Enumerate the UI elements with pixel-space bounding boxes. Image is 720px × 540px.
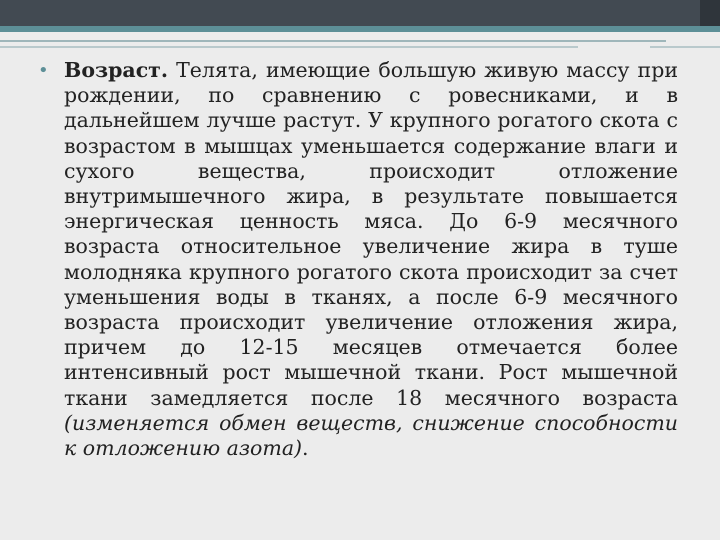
- decorative-rule: [650, 46, 720, 48]
- header-accent-stripe: [0, 26, 720, 32]
- bullet-paragraph: [38, 58, 678, 461]
- header-corner: [700, 0, 720, 26]
- bullet-body-text: Телята, имеющие большую живую массу при рождении, по сравнению с ровесниками, и в дальнейшем лучше растут. У крупного рогатого скота с возрастом в мышцах уменьшается содержание влаги и сухого вещества, происходит отложение внутримышечного жира, в результате повышается энергическая ценность мяса. До 6-9 месячного возраста относительное увеличение жира в туше молодняка крупного рогатого скота происходит за счет уменьшения воды в тканях, а после 6-9 месячного возраста происходит увеличение отложения жира, причем до 12-15 месяцев отмечается более интенсивный рост мышечной ткани. Рост мышечной ткани замедляется после 18 месячного возраста: [64, 58, 678, 410]
- bullet-dot-icon: •: [38, 60, 49, 81]
- slide-body: [38, 58, 678, 461]
- decorative-rule: [0, 46, 578, 48]
- bullet-italic-note: (изменяется обмен веществ, снижение способности к отложению азота): [64, 410, 678, 461]
- bullet-end: .: [302, 436, 309, 461]
- bullet-term: Возраст.: [64, 58, 169, 82]
- decorative-rule: [0, 40, 666, 42]
- header-bar: [0, 0, 720, 26]
